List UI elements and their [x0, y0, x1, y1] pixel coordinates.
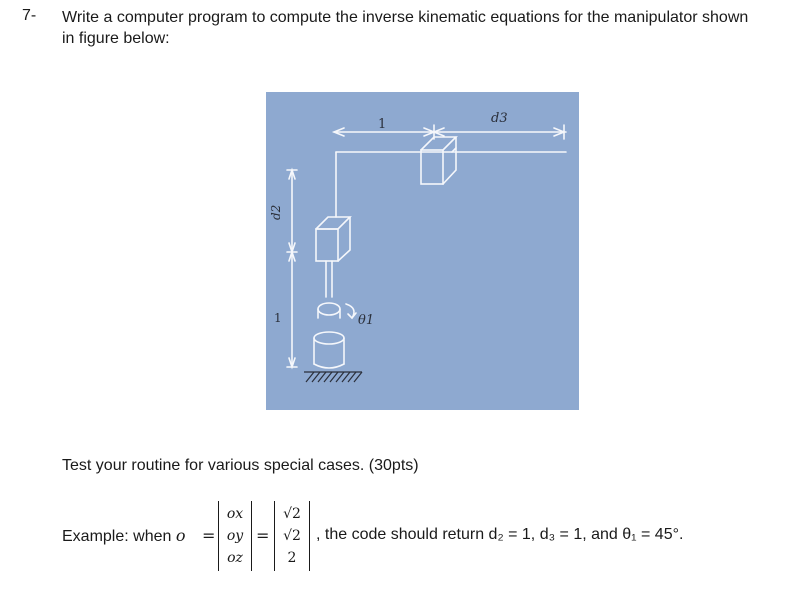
base-cylinder [314, 332, 344, 368]
label-d3: d3 [491, 111, 508, 126]
vector-o: o [175, 526, 186, 545]
question-number: 7- [22, 7, 37, 24]
label-theta1: θ1 [358, 313, 375, 328]
prismatic-joint-vertical [316, 217, 350, 261]
example-result: , the code should return d₂ = 1, d₃ = 1, and θ₁ = 45°. [316, 526, 684, 543]
numeric-vector [274, 501, 310, 571]
vector-value-2: √2 [283, 528, 301, 544]
label-base-height: 1 [274, 311, 282, 325]
vector-entry-oy: oy [226, 528, 244, 544]
label-d2: d2 [269, 204, 283, 220]
example-block [62, 497, 782, 577]
vector-value-3: 2 [287, 550, 297, 566]
example-prefix: Example: when o [62, 526, 186, 545]
vector-value-1: √2 [283, 506, 301, 522]
vector-entry-oz: oz [227, 550, 243, 566]
revolute-joint [318, 303, 356, 318]
ground-hatch [304, 372, 362, 382]
manipulator-drawing [266, 92, 579, 410]
prismatic-joint-horizontal [421, 137, 456, 184]
symbolic-vector [218, 501, 252, 571]
manipulator-figure [266, 92, 579, 410]
test-instruction: Test your routine for various special cases. (30pts) [62, 457, 419, 474]
equals-sign-2: = [256, 526, 270, 545]
equals-sign-1: = [202, 526, 216, 545]
vector-entry-ox: ox [226, 506, 244, 522]
question-text: Write a computer program to compute the inverse kinematic equations for the manipulator shown in figure below: [62, 9, 749, 47]
label-link-length: 1 [378, 117, 387, 132]
